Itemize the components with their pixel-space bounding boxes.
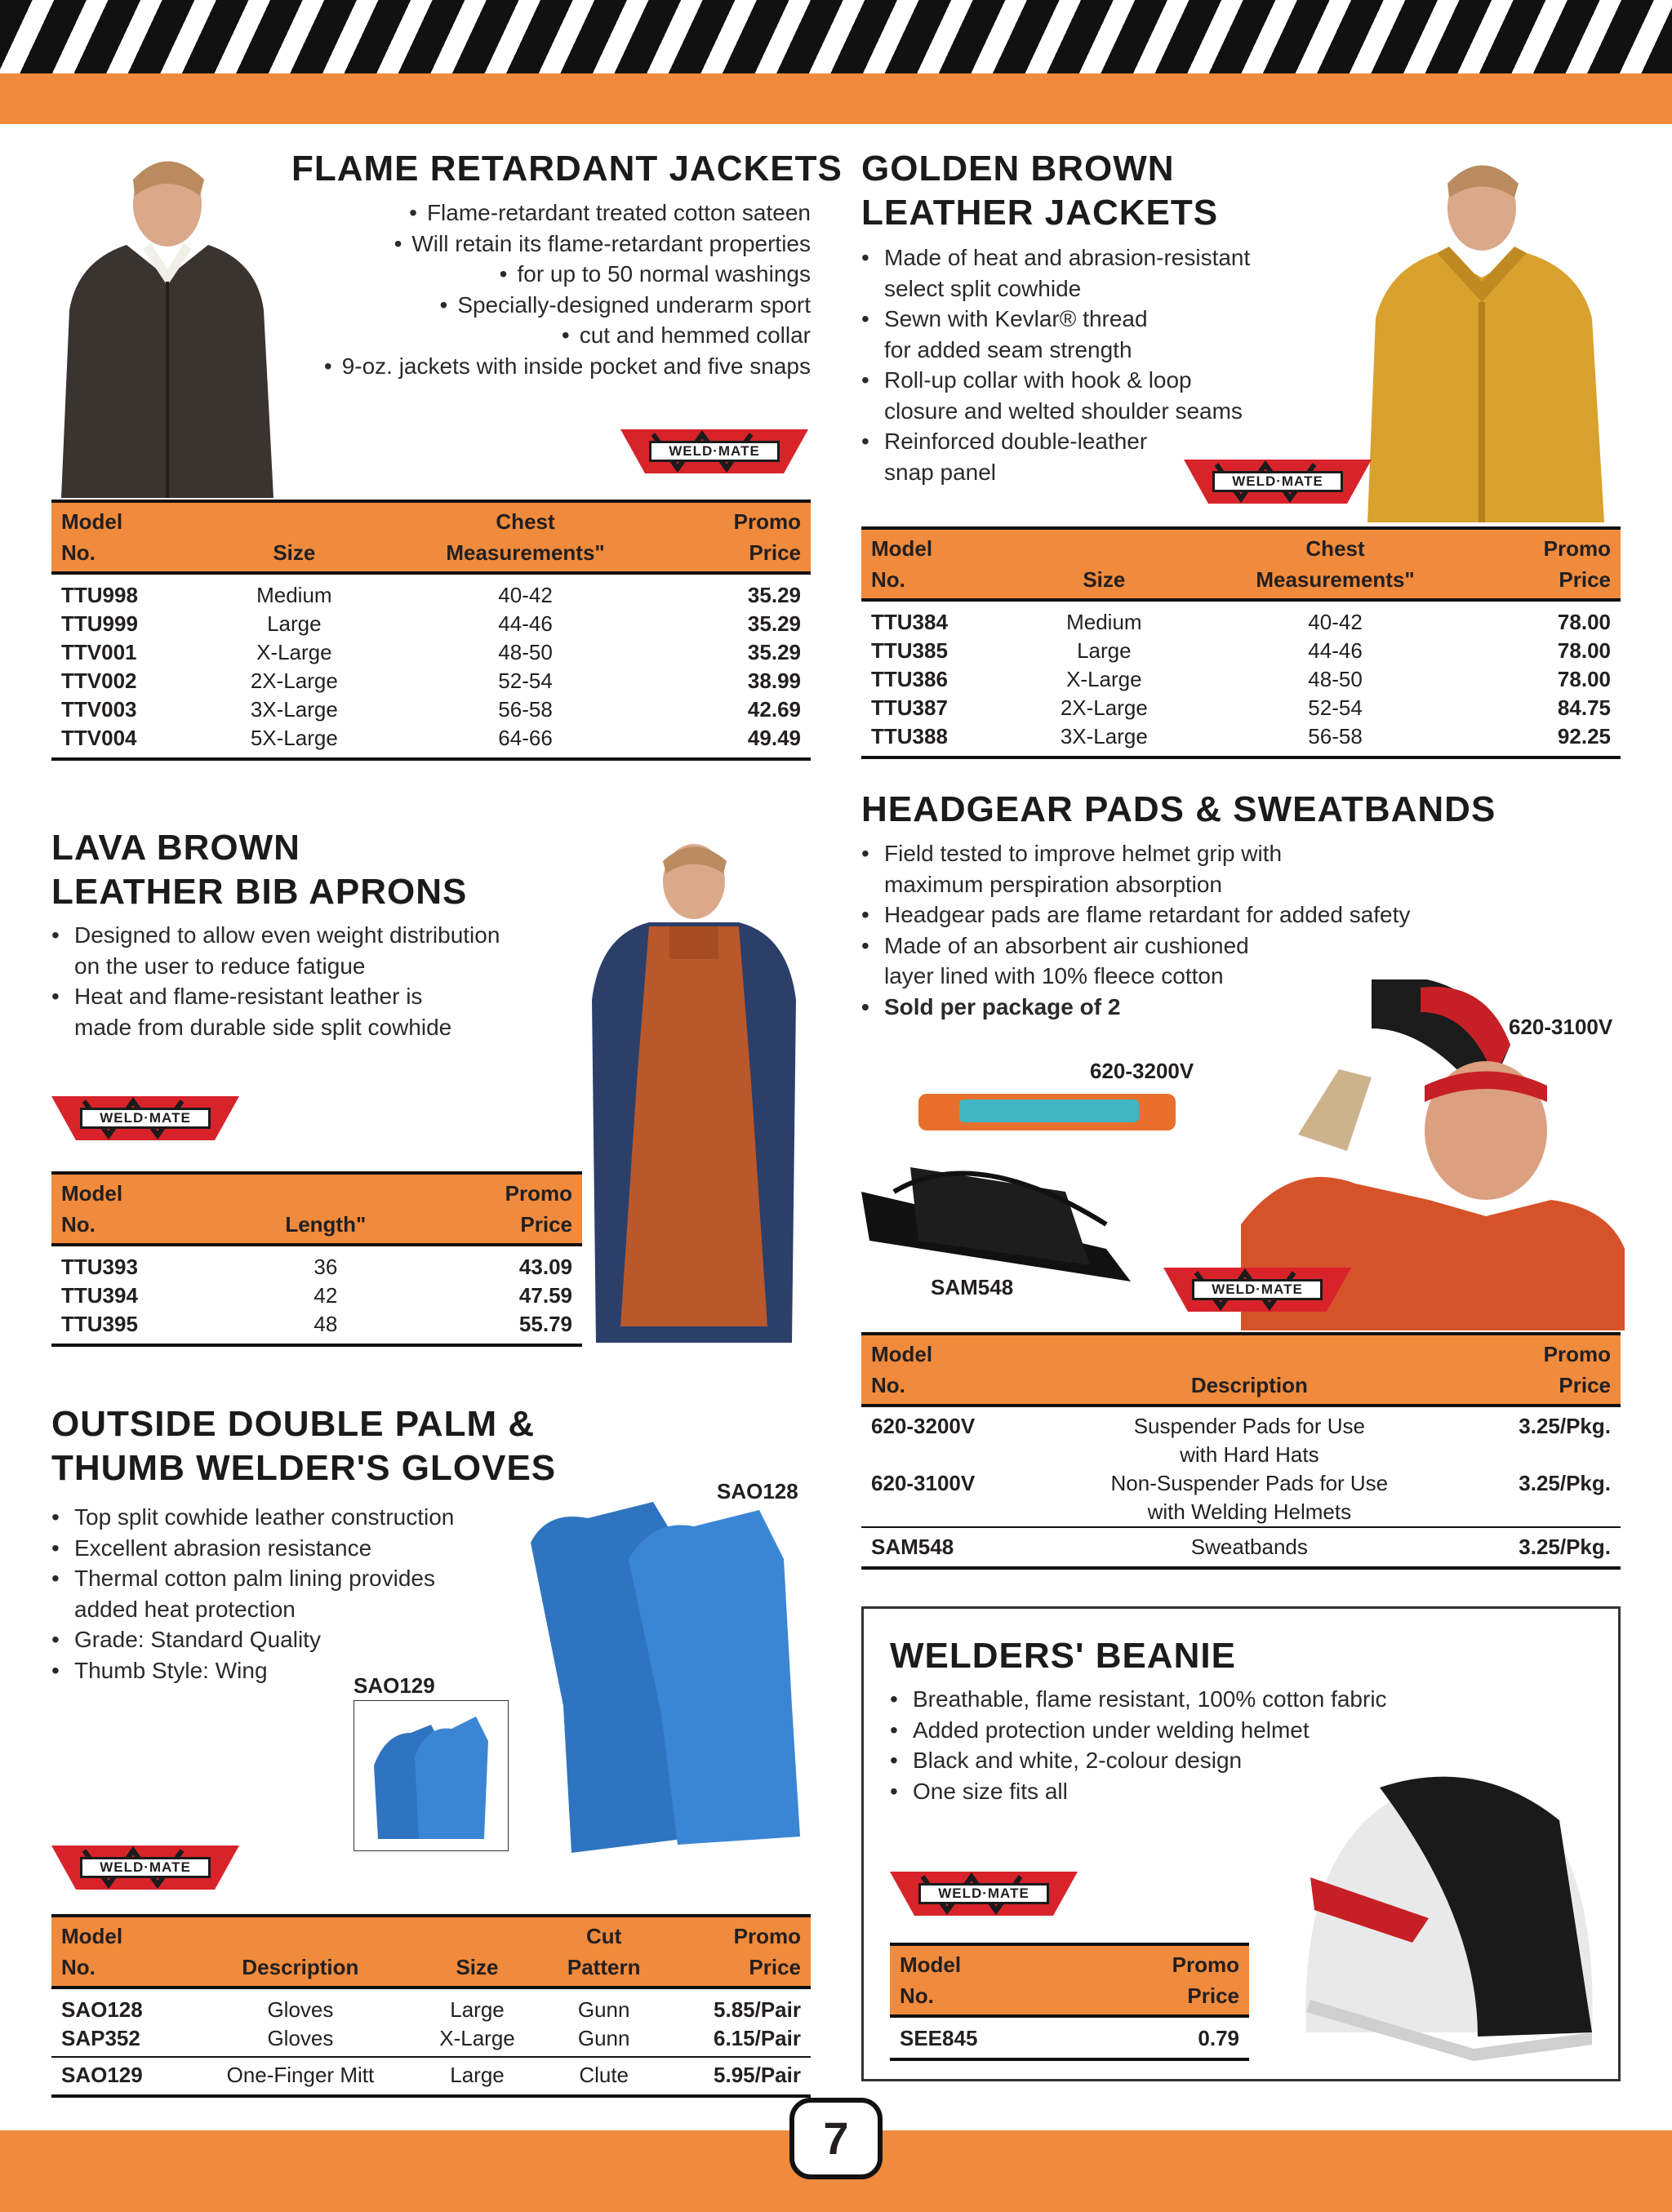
feature-item: • Grade: Standard Quality — [51, 1624, 509, 1655]
table-row: TTV004 5X-Large 64-66 49.49 — [51, 724, 811, 759]
header-price: Promo — [670, 501, 811, 537]
feature-item: • One size fits all — [890, 1776, 1592, 1807]
table-row: TTU385 Large 44-46 78.00 — [871, 638, 1611, 663]
feature-item-cont: for added seam strength — [884, 336, 1132, 362]
flame-jackets-table: Model Chest Promo No. Size Measurements" Price TTU998 Medium 40-42 35.29 TTU999 Large 44-46 35.29 TTV001 X-Large 48-50 35.29 TTV002 2X-Large 52-54 38.99 TTV003 3X-Large 56-58 42.69 TTV004 5X-Large 64-66 49.49 — [51, 500, 811, 761]
sweatband-photo — [861, 1159, 1131, 1281]
feature-item-cont: select split cowhide — [884, 275, 1082, 301]
headgear-features: • Field tested to improve helmet grip with maximum perspiration absorption • Headgear pads are flame retardant for added safety • Made of an absorbent air cushioned layer lined with 10% fleece cotton • Sold per package of 2 — [861, 838, 1621, 1022]
feature-item: • Sold per package of 2 — [861, 992, 1621, 1023]
product-label: 620-3200V — [1090, 1059, 1194, 1083]
feature-item: • Thumb Style: Wing — [51, 1655, 509, 1686]
golden-jackets-title: GOLDEN BROWN LEATHER JACKETS — [861, 149, 1219, 233]
product-label: 620-3100V — [1509, 1015, 1613, 1039]
large-gloves-photo — [514, 1494, 808, 1853]
logo-text: WELD·MATE — [649, 441, 780, 462]
beanie-table: Model Promo No. Price SEE845 0.79 — [890, 1943, 1249, 2061]
feature-item: • Heat and flame-resistant leather is — [51, 981, 574, 1012]
table-row: TTU386 X-Large 48-50 78.00 — [871, 667, 1611, 691]
golden-jackets-table: Model Chest Promo No. Size Measurements" Price TTU384 Medium 40-42 78.00 TTU385 Large 44-46 78.00 TTU386 X-Large 48-50 78.00 TTU387 2X-Large 52-54 84.75 TTU388 3X-Large 56-58 92.25 — [861, 526, 1621, 759]
table-row: SAM548 Sweatbands 3.25/Pkg. — [861, 1527, 1621, 1568]
gloves-table: Model Cut Promo No. Description Size Pattern Price SAO128 Gloves Large Gunn 5.85/Pair SAP352 Gloves X-Large Gunn 6.15/Pair SAO129 One-Finger Mitt Large Clute 5.95/Pair — [51, 1914, 811, 2098]
product-label: SAM548 — [931, 1275, 1014, 1299]
feature-item: • Flame-retardant treated cotton sateen — [294, 198, 811, 229]
weld-mate-logo — [620, 423, 808, 480]
feature-item-cont: • cut and hemmed collar — [294, 320, 811, 351]
weld-mate-logo: WELD·MATE — [51, 1839, 239, 1896]
feature-item: • Top split cowhide leather construction — [51, 1502, 509, 1533]
weld-mate-logo: WELD·MATE — [51, 1090, 239, 1147]
feature-item: • Headgear pads are flame retardant for added safety — [861, 899, 1621, 931]
feature-item: • Designed to allow even weight distribution — [51, 920, 574, 951]
feature-item: • 9-oz. jackets with inside pocket and five snaps — [294, 351, 811, 382]
beanie-title: WELDERS' BEANIE — [890, 1636, 1236, 1676]
feature-item: • Added protection under welding helmet — [890, 1715, 1592, 1746]
feature-item: • Specially-designed underarm sport — [294, 290, 811, 321]
table-row: TTV003 3X-Large 56-58 42.69 — [61, 697, 801, 722]
table-row: SAP352 Gloves X-Large Gunn 6.15/Pair — [51, 2024, 811, 2057]
page-number: 7 — [789, 2098, 883, 2179]
gloves-title: OUTSIDE DOUBLE PALM & THUMB WELDER'S GLOVES — [51, 1404, 557, 1488]
small-gloves-photo — [354, 1700, 509, 1851]
product-label: SAO129 — [354, 1673, 435, 1698]
table-row: TTU395 48 55.79 — [51, 1310, 582, 1345]
black-jacket-photo — [45, 147, 282, 498]
suspender-pad-photo — [918, 1090, 1176, 1135]
weld-mate-logo: WELD·MATE — [1184, 453, 1372, 510]
table-row: 620-3200V Suspender Pads for Use 3.25/Pkg. — [871, 1414, 1611, 1438]
table-row: TTU394 42 47.59 — [61, 1283, 572, 1308]
golden-jacket-photo — [1359, 147, 1621, 522]
feature-item: • Thermal cotton palm lining provides — [51, 1563, 509, 1594]
feature-item: • Made of heat and abrasion-resistant — [861, 242, 1302, 273]
feature-item: • Field tested to improve helmet grip with — [861, 838, 1621, 869]
aprons-features: • Designed to allow even weight distribution on the user to reduce fatigue • Heat and flame-resistant leather is made from durable side split cowhide — [51, 920, 574, 1042]
feature-item: • Made of an absorbent air cushioned — [861, 931, 1621, 962]
feature-item: • Excellent abrasion resistance — [51, 1533, 509, 1564]
table-row: 620-3100V Non-Suspender Pads for Use 3.25/Pkg. — [871, 1471, 1611, 1495]
table-row: SAO129 One-Finger Mitt Large Clute 5.95/Pair — [51, 2057, 811, 2096]
headgear-title: HEADGEAR PADS & SWEATBANDS — [861, 789, 1496, 829]
table-row: SEE845 0.79 — [890, 2016, 1249, 2059]
aprons-title: LAVA BROWN LEATHER BIB APRONS — [51, 828, 468, 912]
gloves-features: • Top split cowhide leather construction • Excellent abrasion resistance • Thermal cotton palm lining provides added heat protection • Grade: Standard Quality • Thumb Style: Wing — [51, 1502, 509, 1686]
apron-photo — [571, 837, 816, 1343]
feature-item-cont: • for up to 50 normal washings — [294, 259, 811, 290]
table-row: TTV001 X-Large 48-50 35.29 — [61, 640, 801, 664]
header-model: Model — [51, 501, 207, 537]
header-chest: Chest — [381, 501, 670, 537]
table-row: TTU388 3X-Large 56-58 92.25 — [861, 722, 1621, 757]
table-row: TTU999 Large 44-46 35.29 — [61, 611, 801, 636]
feature-item-cont: closure and welted shoulder seams — [884, 398, 1243, 424]
hazard-stripes — [0, 0, 1672, 73]
flame-jackets-features — [294, 198, 811, 381]
feature-item: • Reinforced double-leather — [861, 426, 1302, 457]
headgear-table: Model Promo No. Description Price 620-3200V Suspender Pads for Use 3.25/Pkg. with Hard Hats 620-3100V Non-Suspender Pads for Use 3.25/Pkg. with Welding Helmets SAM548 Sweatbands 3.25/Pkg. — [861, 1332, 1621, 1570]
flame-jackets-title: FLAME RETARDANT JACKETS — [291, 149, 843, 189]
table-row: TTU393 36 43.09 — [61, 1255, 572, 1279]
feature-item: • Breathable, flame resistant, 100% cotton fabric — [890, 1684, 1592, 1715]
aprons-table: Model Promo No. Length" Price TTU393 36 43.09 TTU394 42 47.59 TTU395 48 55.79 — [51, 1171, 582, 1347]
table-row: TTU998 Medium 40-42 35.29 — [61, 583, 801, 607]
feature-item: • Black and white, 2-colour design — [890, 1745, 1592, 1776]
table-row: SAO128 Gloves Large Gunn 5.85/Pair — [61, 1997, 801, 2022]
table-row: TTV002 2X-Large 52-54 38.99 — [61, 668, 801, 693]
feature-item: • Roll-up collar with hook & loop — [861, 365, 1302, 396]
feature-item: • Sewn with Kevlar® thread — [861, 304, 1302, 335]
weld-mate-logo: WELD·MATE — [1163, 1261, 1351, 1318]
weld-mate-logo: WELD·MATE — [890, 1865, 1078, 1922]
header-size: Size — [207, 537, 380, 573]
feature-item: • Will retain its flame-retardant properties — [294, 229, 811, 260]
feature-item-cont: snap panel — [884, 459, 997, 485]
product-label: SAO128 — [717, 1479, 798, 1504]
table-row: TTU384 Medium 40-42 78.00 — [871, 610, 1611, 634]
beanie-photo — [1290, 1755, 1608, 2065]
table-row: TTU387 2X-Large 52-54 84.75 — [871, 695, 1611, 720]
golden-jackets-features — [861, 242, 1302, 487]
